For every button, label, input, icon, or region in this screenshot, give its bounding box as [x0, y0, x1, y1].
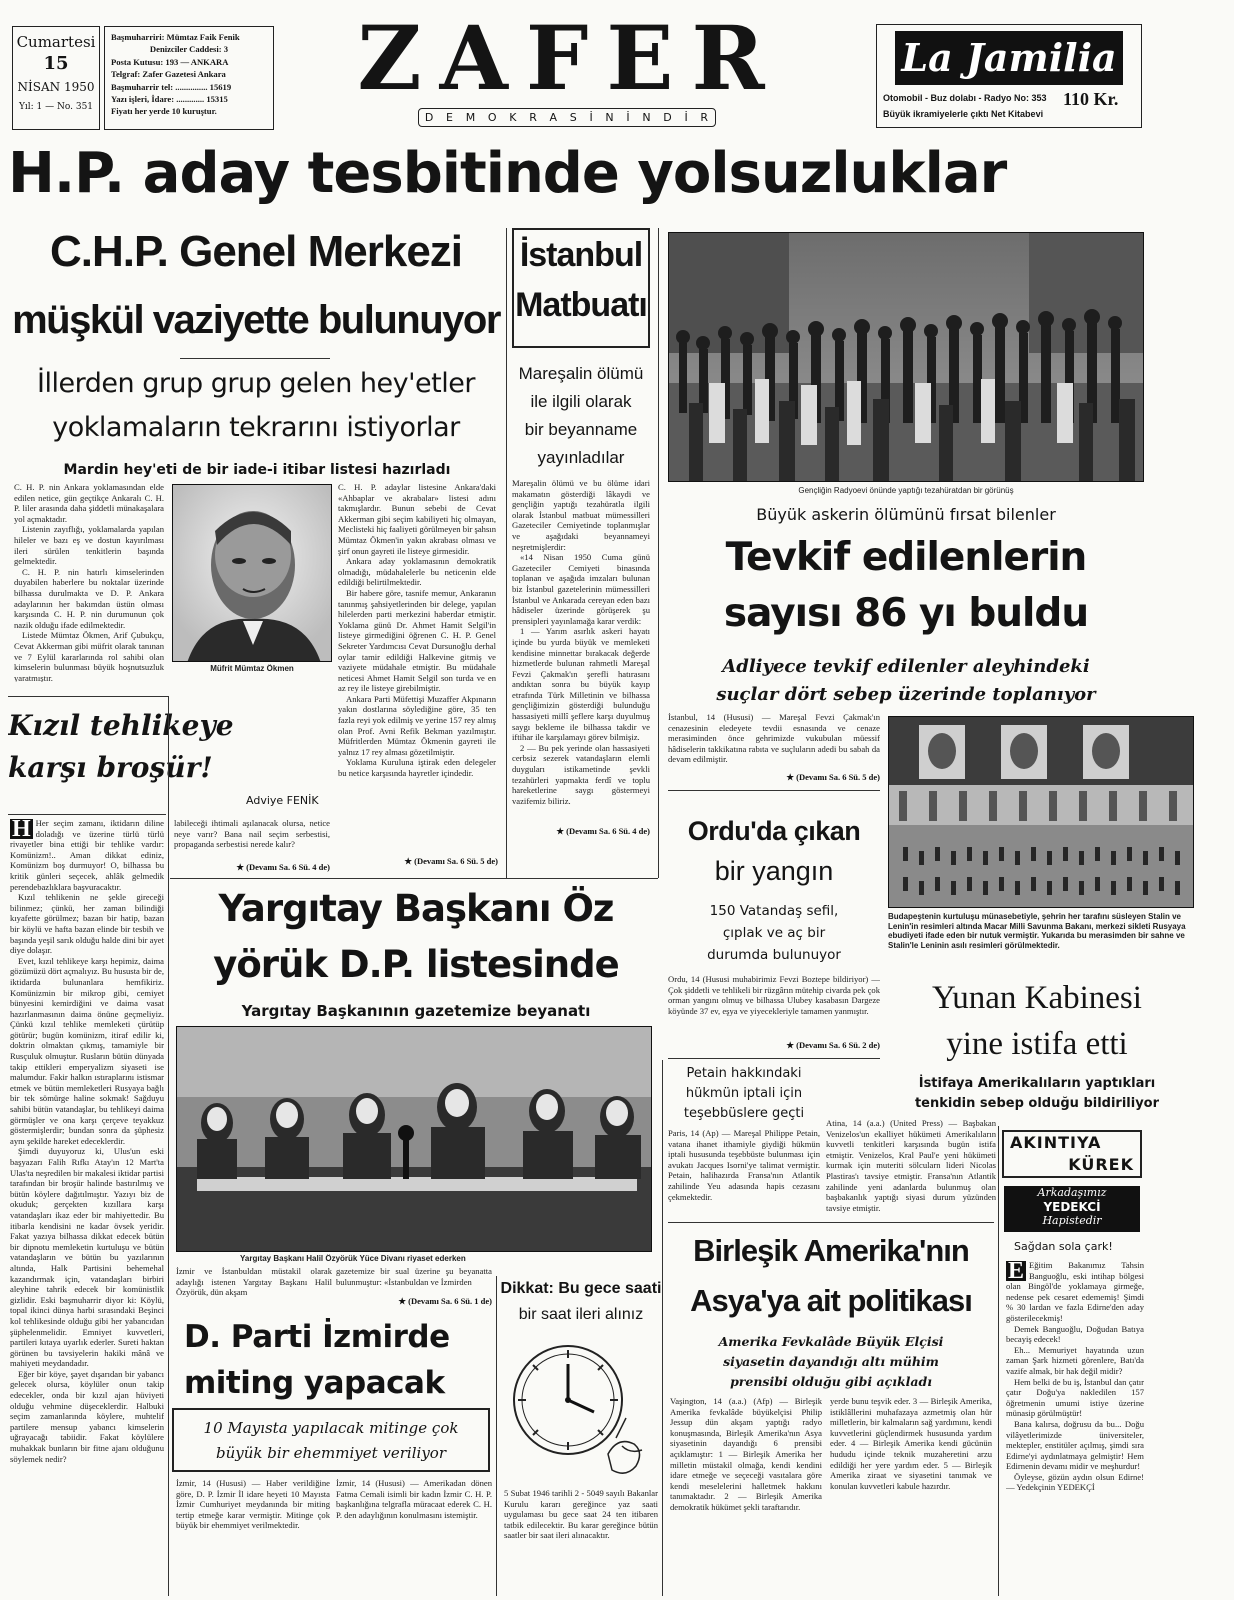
publisher-info	[104, 26, 274, 130]
paragraph: Kızıl tehlikenin ne şekle gireceği bilinmez; çünkü, her zaman bilindiği kıyafette görülmez; bazan bir hatip, bazan bir köylü ve hafta bazan elinde bir tesbih ve başında yeşil sarık olduğu halde dini bir ayet diye dolaşır.	[10, 892, 164, 956]
ordu-head-1: Ordu'da çıkan	[687, 816, 861, 846]
yargitay-body-left	[176, 1266, 332, 1306]
info-line: Fiyatı her yerde 10 kuruştur.	[111, 106, 217, 117]
paragraph: Şimdi duyuyoruz ki, Ulus'un eski başyazarı Falih Rıfkı Atay'ın 12 Mart'ta Ulas'ta neşredilen bir makalesi iktidar partisi tarafından bir broşür halinde bastırılmış ve bütün köylere dağıtılmıştır. Yazıyı biz de okuduk; gerçekten kızıllara karşı vatandaşları ikaz eder bir mahiyettedir. Bu itibarla kendisini ne kadar övsek yeridir. Fakat yazıya bilhassa dikkat edecek bütün bir dipnotu memleketin kurtuluşu ve bütün vatandaşların ve bütün bu yazılarının altında, Halk Partisini behemehal kazandırmak için, vatandaşları birbiri aleyhine tahrik edecek bir komünistlik gizlidir. Eski başmuharrir diyor ki: Köylü, topal ikinci dünya harbi sırasındaki Beşinci kol tehlikesinde olduğu gibi her yabancıdan şüphelenmelidir. Emniyet kuvvetleri, partileri kıtaya uyarlık ederler. Sureti haktan görünen bu tavsiyelerin hakiki mânâ ve mahiyeti meydandadır.	[10, 1146, 164, 1369]
subtitle-letter: O	[487, 111, 498, 124]
info-line: Posta Kutusu: 193 — ANKARA	[111, 56, 229, 67]
paragraph: İzmir, 14 (Hususi) — Amerikadan dönen Fatma Cemali isimli bir kadın İzmir C. H. P. başkanlığına telgrafla müracaat ederek C. H. P. den adaylığının konulmasını istemiştir.	[336, 1478, 492, 1520]
paragraph: İstanbul, 14 (Hususi) — Mareşal Fevzi Çakmak'ın cenazesinin eledeyete tevdii esnasında ve cenaze merasiminden önce gehrimizde vukubulan müessif hâdiselerin takkikatına rabıta ve suçluların adedi bu sabah da devam edilmiştir.	[668, 712, 880, 765]
info-line: Yazı işleri, İdare: ............. 15315	[111, 94, 228, 105]
chp-head-2: müşkül vaziyette bulunuyor	[12, 298, 500, 342]
tevkif-sub-1: Adliyece tevkif edilenler aleyhindeki	[722, 656, 1090, 677]
amerika-sub-2: siyasetin dayandığı altı mühim	[723, 1354, 939, 1369]
subtitle-letter: R	[529, 111, 538, 124]
akinti-title-1: AKINTIYA	[1010, 1133, 1102, 1152]
amerika-head-1: Birleşik Amerika'nın	[693, 1233, 969, 1268]
paragraph: Demek Banguoğlu, Doğudan Batıya becayiş edecek!	[1006, 1323, 1144, 1345]
amerika-body-right	[830, 1396, 992, 1594]
tevkif-head-2: sayısı 86 yı buldu	[723, 591, 1089, 636]
matbuat-subhead	[512, 360, 650, 472]
dparti-body-right	[336, 1478, 492, 1596]
kizil-body	[10, 818, 164, 1596]
yargitay-head-1: Yargıtay Başkanı Öz	[218, 887, 614, 930]
paragraph: İzmir, 14 (Hususi) — Haber verildiğine göre, D. P. İzmir İl idare heyeti 10 Mayısta İzmir Cumhuriyet meydanında bir miting tertip etmeğe karar vermiştir. Mitinge çok büyük bir ehemmiyet verilmektedir.	[176, 1478, 330, 1531]
date-day: Cumartesi	[16, 33, 96, 51]
court-photo-graphic	[177, 1027, 652, 1252]
divider	[8, 814, 166, 815]
budapest-photo	[888, 716, 1194, 908]
akinti-banner-1: Arkadaşımız	[1037, 1186, 1107, 1199]
paragraph: gazetemize bir sual üzerine şu beyanatta bulunmuştur: «İstanbuldan ve İzmirden	[336, 1266, 492, 1287]
amerika-body-left	[670, 1396, 822, 1594]
dparti-sub-1: 10 Mayısta yapılacak mitinge çok	[203, 1419, 459, 1437]
akinti-lead: Sağdan sola çark!	[1014, 1240, 1113, 1253]
kizil-continued: ★ (Devamı Sa. 6 Sü. 4 de)	[236, 862, 330, 872]
ordu-sub-line: 150 Vatandaş sefil,	[709, 903, 839, 919]
paragraph: C. H. P. adaylar listesine Ankara'daki «Ahbaplar ve akrabalar» listesi adını takmışlardır. Bunun sebebi de Cevat Akkerman gibi seçim kabiliyeti hiç olmayan, Meclisteki hiç faaliyeti görülmeyen bir şahsın Mümtaz Ökmen'in yakın akrabası olması ve şirf onun gayreti ile listeye girmesidir.	[338, 482, 496, 556]
subtitle-letter: İ	[589, 111, 594, 124]
akinti-banner-3: Hapistedir	[1042, 1214, 1102, 1227]
court-photo	[176, 1026, 652, 1252]
divider	[8, 696, 168, 697]
ad-price: 110 Kr.	[1063, 89, 1119, 109]
ad-line-book: Büyük ikramiyelerle çıktı Net Kitabevi	[883, 109, 1044, 119]
paragraph: Ordu, 14 (Hususi muhabirimiz Fevzi Boztepe bildiriyor) — Çok şiddetli ve tehlikeli bir rüzgârın mütehip civarda pek çok orman yangını olmuş ve bilhassa Ulubey kasabasın Dargeze köyünde 37 ev, eşya ve yiyecekleriyle tamamen yanmıştır.	[668, 974, 880, 1016]
paragraph: C. H. P. nin hatırlı kimselerinden duyabilen haberlere bu noktalar üzerinde bilhassa durulmakta ve D. P. Ankara adaylarının her bakımdan üstün olması karşısında C. H. P. nin durumunun çok nazik olduğu ifade edilmektedir.	[14, 566, 164, 630]
akinti-body	[1006, 1260, 1144, 1594]
dparti-sub-2: büyük bir ehemmiyet veriliyor	[216, 1444, 446, 1462]
crowd-photo-graphic	[669, 233, 1144, 482]
divider	[668, 1058, 880, 1059]
paragraph-text: Eğitim Bakanımız Tahsin Banguoğlu, eski intihap bölgesi olan Bingöl'de yoklamaya girmeğe, nedense pek cesaret edememiş! Şimdi % 30 lardan ve fazla Edirne'den aday gösterilecekmiş!	[1006, 1260, 1144, 1323]
akinti-banner	[1004, 1186, 1140, 1232]
paragraph: Eh... Memuriyet hayatında uzun zaman Şark hizmeti görenlere, Batı'da vazife almak, bir hak değil midir?	[1006, 1344, 1144, 1376]
amerika-sub-1: Amerika Fevkalâde Büyük Elçisi	[718, 1334, 944, 1349]
column-rule	[496, 1276, 497, 1596]
issue-number: Yıl: 1 — No. 351	[18, 102, 94, 112]
ordu-sub-line: çıplak ve aç bir	[722, 925, 826, 941]
drop-cap: H	[12, 818, 31, 842]
dparti-sub-box	[172, 1408, 490, 1472]
info-line: Başmuharriri: Mümtaz Faik Fenik	[111, 32, 240, 42]
paragraph-text: Her seçim zamanı, iktidarın diline doladığı ve üzerine türlü türlü rivayetler bina ettiği bir tehlike vardır: Komünizm!.. Aman dikkat ediniz, Komünizm boş durmuyor! O, bilhassa bu kritik günleri seçecek, ahlâk gelmedik perendebazlıklara başvuracaktır.	[10, 818, 164, 892]
matbuat-sub-line: ile ilgili olarak	[530, 392, 632, 411]
ordu-head-2: bir yangın	[714, 856, 834, 886]
ordu-body	[668, 974, 880, 1038]
paragraph: yerde bunu teşvik eder. 3 — Birleşik Amerika, istiklâllerini muhafazaya azmetmiş olan hür milletlerin, bir kalmaların sağ yardımını, kendi kuvvetlerini güçlendirmek hususunda yardım eder. 4 — Birleşik Amerika kendi gücünün hududu içinde teknik muzaheretini arzu edildiği her yere yardım eder. 5 — Birleşik Amerika ziraat ve siyasetini tanımak ve konulan kuvvetleri kabule hazırdır.	[830, 1396, 992, 1491]
subtitle-letter: N	[642, 111, 652, 124]
paragraph: Eğer bir köye, şayet dışarıdan bir yabancı gelecek olursa, köylüler onun takip edecekler, onda bir kızıl ajan hüviyeti olduğu vehmine düşeceklerdir. Halbuki seçim zamanlarında köylere, muhtelif partilere mensup yabancı kimselerin uğrayacağı tabiidir. Fakat köylülere muhakkak bunların bir fitne ajanı olduğunu söylemek nedir?	[10, 1368, 164, 1464]
dparti-body-left	[176, 1478, 330, 1596]
ordu-subhead	[668, 900, 880, 970]
subtitle-letter: A	[549, 111, 559, 124]
amerika-head-2: Asya'ya ait politikası	[690, 1283, 972, 1318]
column-rule	[506, 228, 507, 878]
paragraph: Bana kalırsa, doğrusu da bu... Doğu vilâyetlerimizde üniversiteler, mektepler, enstitüler açılmış, şimdi sıra Edirne'yi aydınlatmaya gelmiştir! Hem Edirnenin devamı midir ve meşhurdur!	[1006, 1418, 1144, 1472]
subtitle-letter: E	[446, 111, 454, 124]
date-number: 15	[43, 53, 69, 74]
ad-line-products: Otomobil - Buz dolabı - Radyo No: 353	[883, 93, 1047, 103]
info-line: Başmuharrir tel: ............... 15619	[111, 81, 232, 92]
paragraph: C. H. P. nin Ankara yoklamasından elde edilen netice, gün geçtikçe Ankaralı C. H. P. liler arasında daha şiddetli münakaşalara yol açmaktadır.	[14, 482, 164, 524]
paragraph: «14 Nisan 1950 Cuma günü Gazeteciler Cemiyeti binasında toplanan ve aşağıda imzaları bulunan biz İstanbul gazetelerinin mümessilleri İstanbul ve Ankarada cereyan eden bazı hâdiseler üzerinde görüşerek şu prensipleri yayınlamağa karar verdik:	[512, 552, 650, 626]
subtitle-letter: N	[605, 111, 615, 124]
matbuat-head-1: İstanbul	[519, 236, 643, 274]
matbuat-body	[512, 478, 650, 824]
paragraph: Vaşington, 14 (a.a.) (Afp) — Birleşik Amerika fevkalâde büyükelçisi Philip Jessup dün akşam yaptığı radyo konuşmasında, Birleşik Amerika'nın Asya siyasetinin dayandığı 6 prensibi açıklamıştır: 1 — Birleşik Amerika her milletin müstakil olmağa, kendi kendini idare etmeğe ve seçeceği vasıtalara göre kendi meselelerini halletmek hakkını tanımaktadır. 2 — Birleşik Amerika demokratik hükümet şekli taraftarıdır.	[670, 1396, 822, 1512]
petain-head-2: hükmün iptali için	[685, 1086, 803, 1101]
chp-sub-1: İllerden grup grup gelen hey'etler	[37, 368, 475, 399]
yargitay-continued: ★ (Devamı Sa. 6 Sü. 1 de)	[398, 1296, 492, 1306]
dparti-head-2: miting yapacak	[184, 1365, 445, 1401]
yargitay-body-right	[336, 1266, 492, 1296]
yargitay-head-2: yörük D.P. listesinde	[213, 943, 619, 986]
subtitle-letter: K	[509, 111, 518, 124]
column-rule	[168, 696, 169, 1596]
paragraph: Atina, 14 (a.a.) (United Press) — Başbakan Venizelos'un ekalliyet hükümeti Amerikalıların kuvvetli tenkitleri karşısında bugün istifa etmiştir. Venizelos, Kral Paul'e yeni hükümeti kurmak için muteriti sölcularn lideri Nicolas Plastiras'ı tavsiye etmiştir. Fransa'nın Atlantik zahilinde yeni adanlarda bulunmuş olan başbakanlık yaptığı siyasi durum yüzünden tavsiye etmiştir.	[826, 1118, 996, 1213]
divider	[170, 878, 658, 879]
petain-head-3: teşebbüslere geçti	[683, 1106, 805, 1121]
chp-sub-2: yoklamaların tekrarını istiyorlar	[52, 412, 460, 443]
court-photo-caption: Yargıtay Başkanı Halil Özyörük Yüce Divanı riyaset ederken	[240, 1254, 466, 1263]
divider	[668, 790, 880, 791]
tevkif-head-1: Tevkif edilenlerin	[725, 535, 1087, 580]
tevkif-body	[668, 712, 880, 776]
divider	[668, 1222, 994, 1223]
paragraph: Bir habere göre, tasnife memur, Ankaranın tanınmış şahsiyetlerinden bir delege, yapılan hilelerden parti merkezini haberdar etmiştir. Yoklama günü Dr. Ahmet Hamit Selgil'in listeye girmediğini öğrenen C. H. P. Genel Sekreter Yardımcısı Cevat Dursunoğlu derhal oylar tamir edildiği Halkevine gitmiş ve vaziyete müdahale etmiştir. Bu müdahale neticesi Ahmet Hamit Selgil son turda ve en az rey ile listeye girebilmiştir.	[338, 587, 496, 694]
yunan-head-1: Yunan Kabinesi	[932, 980, 1142, 1016]
akinti-title-2: KÜREK	[1068, 1155, 1134, 1174]
ad-brand: La Jamilia	[895, 31, 1123, 85]
amerika-sub-3: prensibi olduğu gibi açıkladı	[730, 1374, 932, 1389]
date-month-year: NİSAN 1950	[17, 80, 95, 94]
budapest-caption: Budapeştenin kurtuluşu münasebetiyle, şehrin her tarafını süsleyen Stalin ve Lenin'in resimleri altında Macar Milli Savunma Bakanı, merkezi sikleti Rusyaya ebudiyeti ifade eden bir nutuk vermiştir. Yukarıda bu merasimden bir sahne ve Stalin'le Leninin asılı resimleri görülmektedir.	[888, 912, 1186, 950]
chp-sub-3: Mardin hey'eti de bir iade-i itibar listesi hazırladı	[63, 462, 451, 478]
column-rule	[658, 228, 659, 878]
kizil-head-1: Kızıl tehlikeye	[8, 709, 234, 742]
paragraph: İzmir ve İstanbuldan müstakil olarak adaylığı istenen Yargıtay Başkanı Halil Özyörük, dün akşam	[176, 1266, 332, 1298]
matbuat-sub-line: yayınladılar	[537, 448, 625, 467]
dikkat-head-1: Dikkat: Bu gece saati	[500, 1280, 662, 1297]
main-headline: H.P. aday tesbitinde yolsuzluklar	[8, 141, 1007, 206]
subtitle-letter: D	[663, 111, 673, 124]
crowd-photo	[668, 232, 1144, 482]
yargitay-sub: Yargıtay Başkanının gazetemize beyanatı	[241, 1002, 591, 1020]
yunan-sub-2: tenkidin sebep olduğu bildiriliyor	[914, 1096, 1160, 1111]
date-box	[12, 26, 100, 130]
divider	[180, 358, 330, 359]
akinti-title-box	[1002, 1130, 1142, 1178]
paragraph: Listenin zayıflığı, yoklamalarda yapılan hileler ve bazı eş ve dostun kayırılması ileri sürülen tenkitlerin başında gelmektedir.	[14, 524, 164, 567]
tevkif-sub-2: suçlar dört sebep üzerinde toplanıyor	[716, 684, 1096, 705]
chp-column-1	[14, 482, 164, 682]
akinti-banner-2: YEDEKCİ	[1043, 1200, 1101, 1214]
subtitle-letter: D	[424, 111, 435, 124]
crowd-photo-caption: Gençliğin Radyoevi önünde yaptığı tezahüratdan bir görünüş	[798, 486, 1014, 495]
matbuat-head-2: Matbuatı	[515, 286, 647, 324]
paragraph	[10, 818, 164, 892]
column-rule	[998, 1126, 999, 1596]
chp-column-2	[338, 482, 496, 852]
subtitle-letter: İ	[626, 111, 631, 124]
paragraph: 5 Subat 1946 tarihli 2 - 5049 sayılı Bakanlar Kurulu kararı gereğince yaz saati uygulaması bu gece saat 24 ten itibaren tatbik edilecektir. Bu karar gereğince bütün saatler bir saat ileri alınacaktır.	[504, 1488, 658, 1541]
title-subtitle	[418, 108, 716, 127]
subtitle-letter: S	[569, 111, 578, 124]
newspaper-title: ZAFER	[357, 10, 783, 106]
kizil-head-2: karşı broşür!	[8, 751, 213, 784]
matbuat-continued: ★ (Devamı Sa. 6 Sü. 4 de)	[556, 826, 650, 836]
paragraph: Mareşalin ölümü ve bu ölüme idari makamatın gösterdiği lâkaydi ve gençliğin yaptığı tezahüratla ilgili olarak İstanbul matbuat mümessilleri Gazeteciler Cemiyetinde toplanmışlar ve aşağıdaki beyannameyi neşretmişlerdir:	[512, 478, 650, 552]
yunan-head-2: yine istifa etti	[946, 1026, 1128, 1062]
paragraph: Hem belki de bu iş, İstanbul dan çatır çatır Doğu'ya nakledilen 157 öğretmenin umumi istiye üzerine münasip görülmüştür!	[1006, 1376, 1144, 1419]
portrait-photo	[172, 484, 332, 662]
matbuat-head-box	[512, 228, 650, 348]
budapest-photo-graphic	[889, 717, 1194, 908]
drop-cap: E	[1008, 1260, 1025, 1284]
paragraph: Ankara aday yoklamasının demokratik olmadığı, müdahalelerle bu neticenin elde edildiği belirtilmektedir.	[338, 556, 496, 588]
clock-illustration	[504, 1334, 656, 1484]
paragraph: Paris, 14 (Ap) — Mareşal Philippe Petain, vatana ihanet ithamiyle giydiği hükmün iptali hususunda teşebbüste bulunması için avukatı Jacques Isorni'ye talimat vermiştir. Petain, halihazırda Fransa'nın Atlantik zahilinde Yeu adasında hapis cezasını çekmektedir.	[668, 1128, 820, 1202]
info-line: Denizciler Caddesi: 3	[149, 44, 229, 55]
dikkat-body	[504, 1488, 658, 1596]
info-line: Telgraf: Zafer Gazetesi Ankara	[111, 69, 226, 80]
dparti-head-1: D. Parti İzmirde	[184, 1319, 450, 1355]
yunan-body	[826, 1118, 996, 1218]
paragraph: 2 — Bu pek yerinde olan hassasiyeti cerbsiz sezerek vatandaşların elemli duyguları istikametinde şevkli tezahürleri yapmakta ferdî ve toplu hareketlerine saygı göstermeyi vazifemiz biliriz.	[512, 742, 650, 806]
ordu-continued: ★ (Devamı Sa. 6 Sü. 2 de)	[786, 1040, 880, 1050]
matbuat-sub-line: Mareşalin ölümü	[518, 364, 644, 383]
clock-icon	[504, 1334, 656, 1484]
subtitle-letter: M	[465, 111, 477, 124]
tevkif-continued: ★ (Devamı Sa. 6 Sü. 5 de)	[786, 772, 880, 782]
yunan-sub-1: İstifaya Amerikalıların yaptıkları	[918, 1076, 1156, 1091]
petain-body	[668, 1128, 820, 1214]
paragraph: Evet, kızıl tehlikeye karşı hepimiz, daima gözümüzü dört açmalıyız. Bu hususta bir de, iktidarda bulunanlara hemfikiriz. Komünizmin bir mikrop gibi, cemiyet bünyesini kemirdiğini ve daima vasat hazırlanmasının daima önüne geçmeliyiz. Çünkü kızıl tehlike memleketi çürütüp götürür; bugün komünizm, itiraf edilir ki, doktrin olmaktan çıkmış, tamamiyle bir Rusçuluk olmuştur. Rusların bütün dünyada takip ettikleri emperyalizm siyaseti ise malumdur. Fakir halkın ıstıraplarını istismar etmek ve bütün memleketleri Rusyaya bağlı bir tek sömürge haline sokmak! Sağduyu sahibi bütün vatandaşlar, bu tehlikeyi daima görmüşler ve ona karşı çerçeve teyakkuz göstermişlerdir; bundan sonra da şüphesiz aynı şekilde hareket edeceklerdir.	[10, 955, 164, 1146]
tevkif-kicker: Büyük askerin ölümünü fırsat bilenler	[756, 505, 1056, 524]
kizil-author: Adviye FENİK	[246, 794, 319, 807]
paragraph: 1 — Yarım asırlık askeri hayatı içinde bu yurda büyük ve memleketi kendisine minnettar bırakacak değerde hizmetlerde bulunan rahmetli Mareşal Fevzi Çakmak'ın şerefli hatırasını andıktan sonra bu büyük kayıp etrafında Türk Milletinin ve bilhassa gençliğimizin gösterdiği bulunduğu hassasiyeti millî şeflere karşı duyulmuş saygı bekleme ile bilhassa takdir ve iftihar ile karşılamayı görev bilmişiz.	[512, 626, 650, 743]
paragraph: Öyleyse, gözün aydın olsun Edirne! — Yedekçinin YEDEKÇİ	[1006, 1471, 1144, 1493]
paragraph: Yoklama Kuruluna iştirak eden delegeler bu netice karşısında hayretler içindedir.	[338, 757, 496, 779]
kizil-continuation-text	[174, 818, 330, 862]
chp-continued: ★ (Devamı Sa. 6 Sü. 5 de)	[404, 856, 498, 866]
column-rule	[662, 1060, 663, 1596]
paragraph: Listede Mümtaz Ökmen, Arif Çubukçu, Cevat Akkerman gibi müfrit olarak tanınan ve 7 Eylül kararlarında rol sahibi olan kimselerin bulunması büyük hoşnutsuzluk yaratmıştır.	[14, 630, 164, 682]
paragraph: Ankara Parti Müfettişi Muzaffer Akpınarın yakın dostlarına söylediğine göre, 35 ten fazla reyi yok edilmiş ve yerine 157 rey almış olan Prof. Avni Refik Bekman yazılmıştır. Müfritlerden Mümtaz Ökmenin gayreti ile yalnız 17 rey alması gözetilmiştir.	[338, 693, 496, 757]
paragraph	[1006, 1260, 1144, 1324]
petain-head-1: Petain hakkındaki	[686, 1066, 802, 1081]
matbuat-sub-line: bir beyanname	[524, 420, 638, 439]
ordu-sub-line: durumda bulunuyor	[707, 947, 841, 963]
subtitle-letter: İ	[684, 111, 689, 124]
paragraph: labileceği ihtimali aşılanacak olursa, netice neye varır? Bana nail seçim serbestisi, propaganda serbestisi nerede kalır?	[174, 818, 330, 850]
chp-head-1: C.H.P. Genel Merkezi	[49, 227, 463, 276]
subtitle-letter: R	[700, 111, 710, 124]
portrait-photo-graphic	[173, 485, 332, 662]
dikkat-head-2: bir saat ileri alınız	[518, 1306, 644, 1323]
advertisement-box	[876, 24, 1142, 128]
portrait-caption: Müfrit Mümtaz Ökmen	[210, 664, 294, 673]
